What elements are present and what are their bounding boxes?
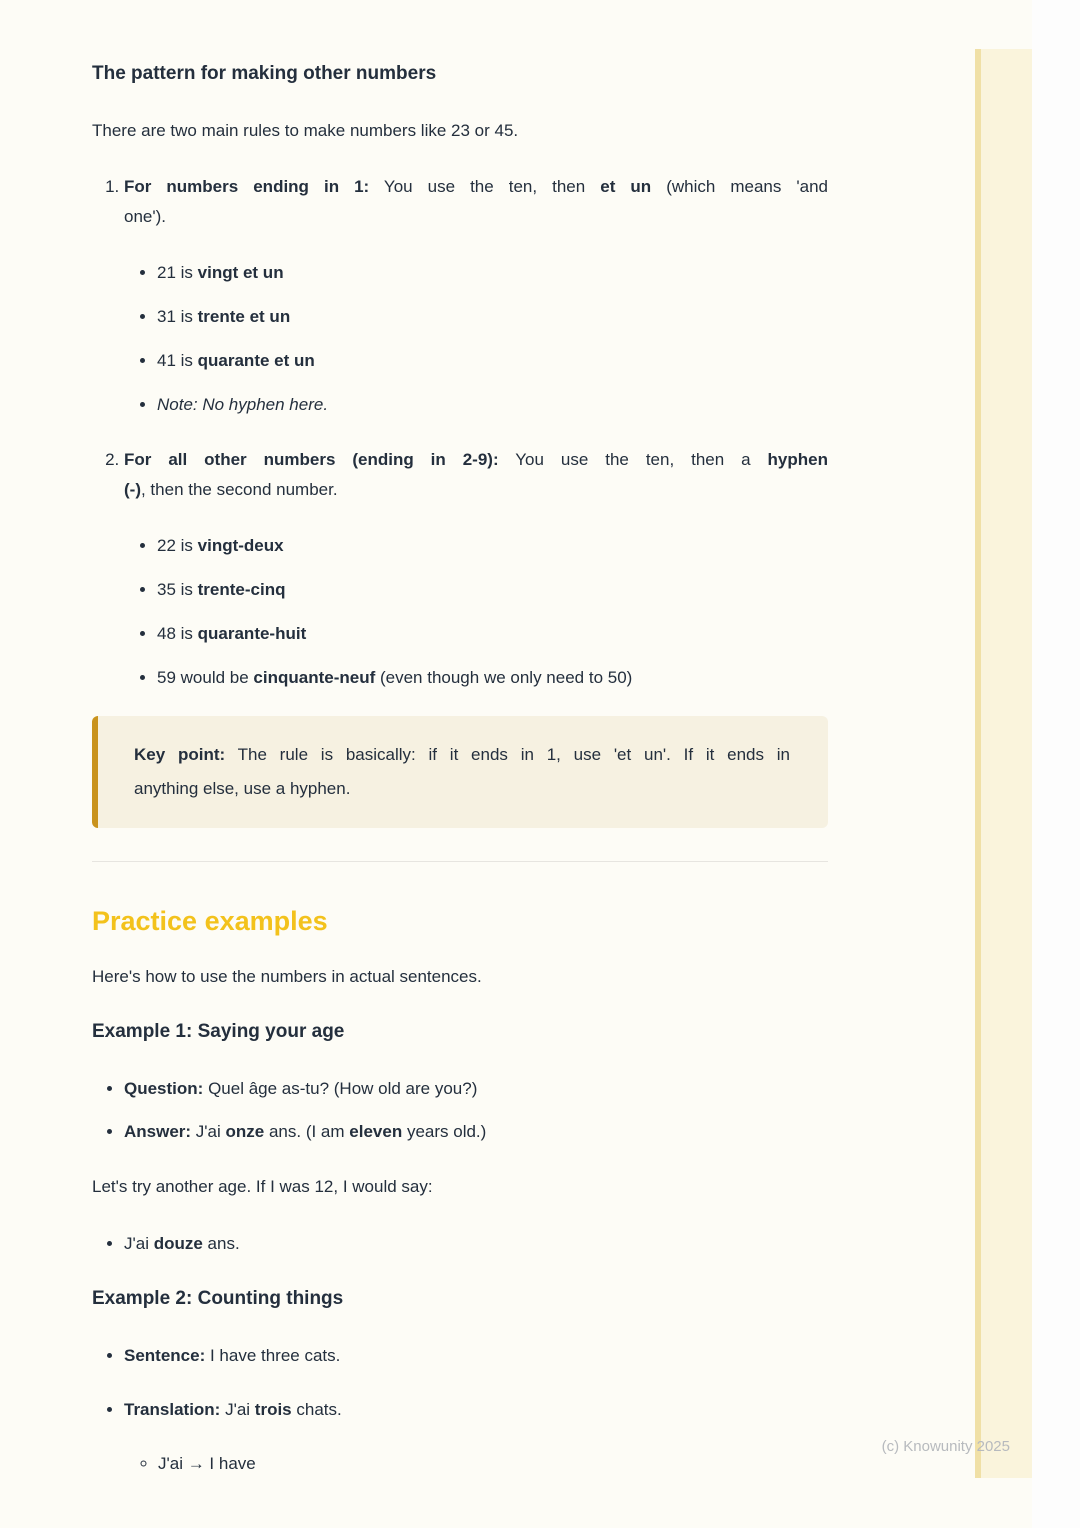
text-segment: You use the ten, then: [369, 177, 601, 196]
text-segment: The rule is basically: if it ends in 1, use 'et un'. If it ends in: [225, 745, 790, 764]
pattern-intro-paragraph: There are two main rules to make numbers like 23 or 45.: [92, 121, 519, 140]
text-segment: vingt et un: [197, 263, 284, 282]
right-margin-stripe: [975, 49, 1032, 1478]
rule-item-ending-in-1: [124, 172, 828, 419]
text-segment: 22 is: [157, 536, 198, 555]
section-divider: [92, 861, 828, 862]
list-item: [157, 532, 828, 560]
example-1-follow-up-paragraph: Let's try another age. If I was 12, I would say:: [92, 1177, 433, 1196]
list-item: [157, 259, 828, 287]
list-item: [157, 391, 828, 419]
rule-1-example-list: [124, 259, 828, 419]
pattern-section-heading: The pattern for making other numbers: [92, 63, 437, 84]
example-1-follow-up-bullet: [124, 1234, 240, 1253]
text-segment: trente-cinq: [197, 580, 286, 599]
example-2-heading: Example 2: Counting things: [92, 1288, 344, 1309]
text-segment: (which means 'and: [651, 177, 829, 196]
example-2-breakdown-1: [158, 1454, 256, 1473]
text-segment: onze: [225, 1122, 265, 1141]
text-segment: one').: [124, 207, 166, 226]
text-segment: I have three cats.: [205, 1346, 341, 1365]
text-segment: For numbers ending in 1:: [124, 177, 370, 196]
text-segment: quarante-huit: [197, 624, 307, 643]
text-segment: (even though we only need to 50): [375, 668, 633, 687]
copyright-watermark: (c) Knowunity 2025: [881, 1438, 1010, 1455]
list-item: [124, 1230, 828, 1258]
text-segment: 59 would be: [157, 668, 254, 687]
list-item: [157, 620, 828, 648]
text-segment: 35 is: [157, 580, 198, 599]
example-1-list: [92, 1075, 828, 1146]
text-line: [124, 202, 828, 232]
text-segment: 41 is: [157, 351, 198, 370]
text-segment: years old.): [402, 1122, 487, 1141]
example-1-heading: Example 1: Saying your age: [92, 1021, 345, 1042]
text-segment: douze: [153, 1234, 203, 1253]
example-1-follow-up-list: [92, 1230, 828, 1258]
text-segment: J'ai: [191, 1122, 226, 1141]
rule-1-note: [157, 395, 328, 414]
text-segment: Key point:: [134, 745, 226, 764]
example-1-question: [124, 1079, 477, 1098]
text-segment: , then the second number.: [140, 480, 338, 499]
text-line: [124, 445, 828, 475]
rule-item-ending-in-2-9: [124, 445, 828, 692]
text-line: [124, 172, 828, 202]
text-segment: Note: No hyphen here.: [157, 395, 329, 414]
text-segment: trois: [254, 1400, 292, 1419]
example-2-sentence: [124, 1346, 340, 1365]
text-segment: ans.: [202, 1234, 240, 1253]
text-segment: 48 is: [157, 624, 198, 643]
text-segment: vingt-deux: [197, 536, 284, 555]
text-segment: J'ai → I have: [158, 1454, 256, 1473]
text-segment: chats.: [291, 1400, 342, 1419]
text-segment: 21 is: [157, 263, 198, 282]
list-item: [157, 303, 828, 331]
example-1-answer: [124, 1122, 486, 1141]
text-segment: anything else, use a hyphen.: [134, 779, 351, 798]
text-line: [134, 772, 790, 806]
example-2-translation: [124, 1400, 342, 1419]
text-segment: Sentence:: [124, 1346, 206, 1365]
text-segment: trente et un: [197, 307, 291, 326]
rule-2-example-4: [157, 668, 632, 687]
text-segment: eleven: [349, 1122, 403, 1141]
text-segment: hyphen: [767, 450, 828, 469]
list-item: [157, 347, 828, 375]
rule-1-example-1: [157, 263, 284, 282]
text-segment: quarante et un: [197, 351, 315, 370]
rule-2-example-3: [157, 624, 306, 643]
list-item: [157, 664, 828, 692]
text-segment: Quel âge as-tu? (How old are you?): [203, 1079, 478, 1098]
practice-section-heading: Practice examples: [92, 906, 328, 936]
list-item: [124, 1075, 828, 1103]
list-item: [124, 1342, 828, 1370]
text-segment: Answer:: [124, 1122, 192, 1141]
rule-2-text: [124, 445, 828, 505]
text-segment: cinquante-neuf: [253, 668, 376, 687]
rule-1-example-2: [157, 307, 290, 326]
text-segment: 31 is: [157, 307, 198, 326]
rules-numbered-list: [92, 172, 828, 692]
text-segment: Question:: [124, 1079, 204, 1098]
example-2-breakdown-list: [124, 1450, 828, 1478]
text-segment: For all other numbers (ending in 2-9):: [124, 450, 499, 469]
text-line: [124, 475, 828, 505]
text-line: [134, 738, 790, 772]
text-segment: J'ai: [124, 1234, 154, 1253]
rule-2-example-list: [124, 532, 828, 692]
list-item: [157, 576, 828, 604]
text-segment: ans. (I am: [264, 1122, 350, 1141]
text-segment: J'ai: [220, 1400, 255, 1419]
rule-2-example-2: [157, 580, 285, 599]
rule-1-example-3: [157, 351, 315, 370]
list-item: [124, 1396, 828, 1478]
rule-2-example-1: [157, 536, 284, 555]
practice-intro-paragraph: Here's how to use the numbers in actual sentences.: [92, 967, 482, 986]
rule-1-text: [124, 172, 828, 232]
text-segment: Translation:: [124, 1400, 221, 1419]
key-point-callout: [92, 716, 828, 828]
list-item: [158, 1450, 828, 1478]
example-2-list: [92, 1342, 828, 1478]
text-segment: You use the ten, then a: [498, 450, 768, 469]
notes-content: [92, 60, 828, 1505]
text-segment: (-): [124, 480, 141, 499]
list-item: [124, 1118, 828, 1146]
key-point-text: [134, 738, 790, 806]
text-segment: et un: [600, 177, 652, 196]
